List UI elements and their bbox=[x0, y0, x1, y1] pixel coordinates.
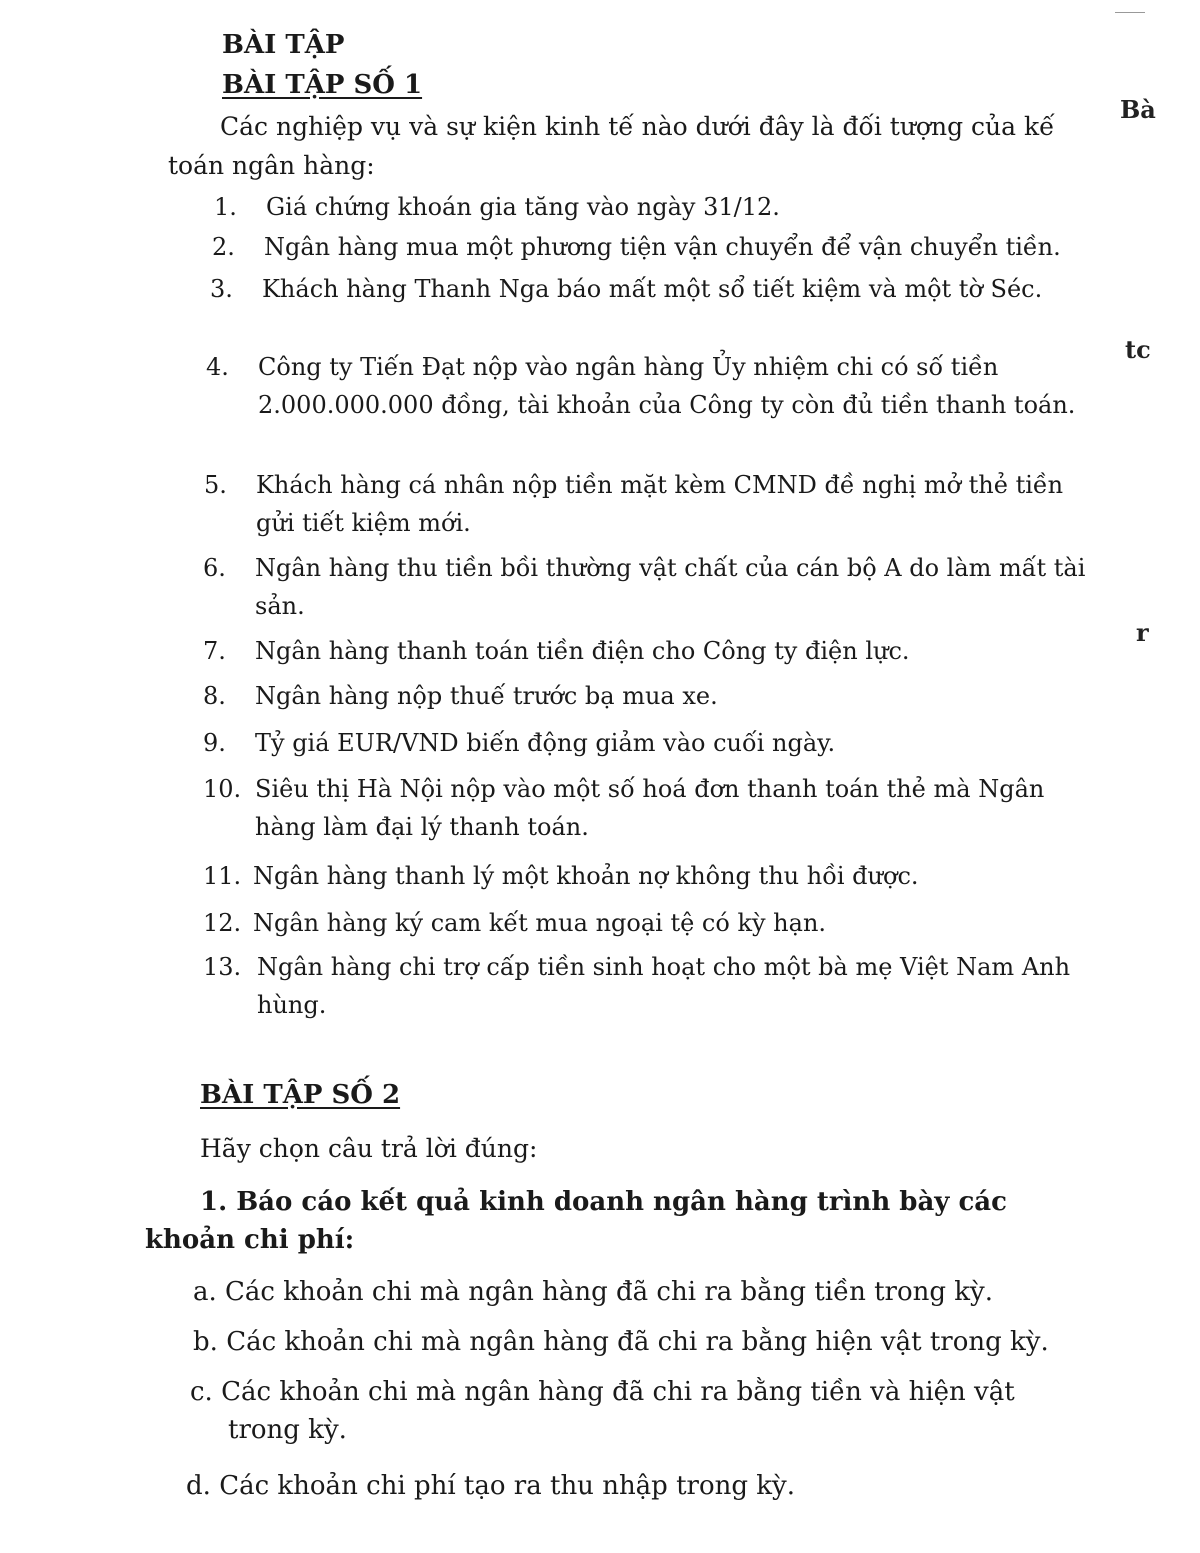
option-b bbox=[193, 1322, 1049, 1362]
item-number: 7. bbox=[203, 637, 226, 665]
item-number: 13. bbox=[203, 953, 242, 981]
item-text: Công ty Tiến Đạt nộp vào ngân hàng Ủy nhiệm chi có số tiền 2.000.000.000 đồng, tài khoản của Công ty còn đủ tiền thanh toán. bbox=[258, 353, 1076, 419]
item-number: 6. bbox=[203, 554, 226, 582]
option-label: c. bbox=[190, 1377, 213, 1407]
exercise-1-intro-line2: toán ngân hàng: bbox=[168, 151, 375, 180]
option-text: Các khoản chi mà ngân hàng đã chi ra bằng tiền và hiện vật bbox=[221, 1377, 1015, 1407]
scan-artifact bbox=[1115, 0, 1145, 13]
item-number: 9. bbox=[203, 729, 226, 757]
item-text: Ngân hàng thu tiền bồi thường vật chất của cán bộ A do làm mất tài sản. bbox=[255, 554, 1086, 620]
item-text: Ngân hàng chi trợ cấp tiền sinh hoạt cho một bà mẹ Việt Nam Anh hùng. bbox=[257, 953, 1071, 1019]
item-text: Siêu thị Hà Nội nộp vào một số hoá đơn thanh toán thẻ mà Ngân hàng làm đại lý thanh toán. bbox=[255, 775, 1045, 841]
question-1-title-line2: khoản chi phí: bbox=[145, 1225, 355, 1255]
item-number: 10. bbox=[203, 775, 242, 803]
item-number: 1. bbox=[214, 193, 237, 221]
item-text: Ngân hàng ký cam kết mua ngoại tệ có kỳ hạn. bbox=[253, 909, 827, 937]
question-1-title-line1: 1. Báo cáo kết quả kinh doanh ngân hàng trình bày các bbox=[200, 1187, 1007, 1217]
item-text: Ngân hàng mua một phương tiện vận chuyển để vận chuyển tiền. bbox=[264, 233, 1061, 261]
exercise-2-heading: BÀI TẬP SỐ 2 bbox=[200, 1080, 401, 1110]
item-text: Khách hàng Thanh Nga báo mất một sổ tiết kiệm và một tờ Séc. bbox=[262, 275, 1043, 303]
item-text: Khách hàng cá nhân nộp tiền mặt kèm CMND đề nghị mở thẻ tiền gửi tiết kiệm mới. bbox=[256, 471, 1064, 537]
item-text: Tỷ giá EUR/VND biến động giảm vào cuối ngày. bbox=[255, 729, 836, 757]
edge-fragment: r bbox=[1136, 618, 1149, 647]
item-text: Giá chứng khoán gia tăng vào ngày 31/12. bbox=[266, 193, 780, 221]
item-number: 5. bbox=[204, 471, 227, 499]
option-text: Các khoản chi phí tạo ra thu nhập trong kỳ. bbox=[219, 1471, 795, 1501]
option-c bbox=[190, 1372, 1015, 1412]
exercise-2-instruction: Hãy chọn câu trả lời đúng: bbox=[200, 1134, 538, 1163]
item-number: 8. bbox=[203, 682, 226, 710]
edge-fragment: Bà bbox=[1120, 95, 1156, 124]
item-text: Ngân hàng thanh toán tiền điện cho Công ty điện lực. bbox=[255, 637, 910, 665]
item-number: 11. bbox=[203, 862, 242, 890]
item-text: Ngân hàng thanh lý một khoản nợ không thu hồi được. bbox=[253, 862, 919, 890]
item-number: 3. bbox=[210, 275, 233, 303]
exercise-1-heading: BÀI TẬP SỐ 1 bbox=[222, 70, 423, 100]
item-number: 2. bbox=[212, 233, 235, 261]
edge-fragment: tc bbox=[1125, 335, 1151, 364]
option-label: d. bbox=[186, 1471, 211, 1501]
item-number: 12. bbox=[203, 909, 242, 937]
option-a bbox=[193, 1272, 993, 1312]
option-label: b. bbox=[193, 1327, 218, 1357]
item-number: 4. bbox=[206, 353, 229, 381]
option-label: a. bbox=[193, 1277, 217, 1307]
option-text: Các khoản chi mà ngân hàng đã chi ra bằng tiền trong kỳ. bbox=[225, 1277, 993, 1307]
option-d bbox=[186, 1466, 795, 1506]
option-text: Các khoản chi mà ngân hàng đã chi ra bằng hiện vật trong kỳ. bbox=[226, 1327, 1049, 1357]
option-c-continued: trong kỳ. bbox=[228, 1415, 347, 1445]
item-text: Ngân hàng nộp thuế trước bạ mua xe. bbox=[255, 682, 718, 710]
exercise-1-intro-line1: Các nghiệp vụ và sự kiện kinh tế nào dưới đây là đối tượng của kế bbox=[220, 112, 1055, 141]
page-title: BÀI TẬP bbox=[222, 30, 345, 60]
